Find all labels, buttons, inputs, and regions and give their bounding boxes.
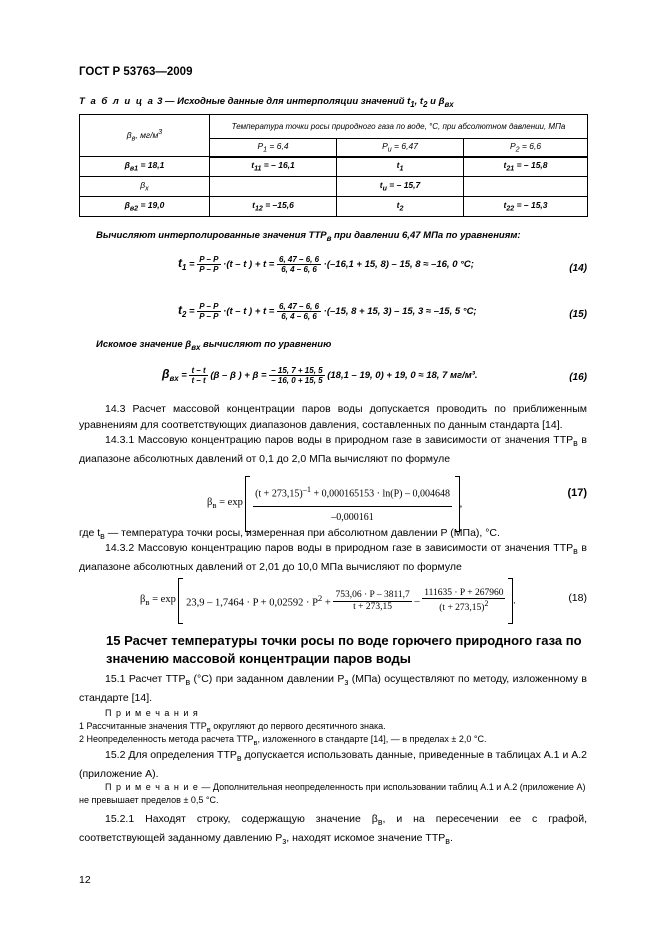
note-3: П р и м е ч а н и е — Дополнительная неопределенность при использовании таблиц А.1 и А.2 (приложение А) не превышает пределов ± 0,5 °С. — [79, 782, 586, 805]
table-cell — [210, 177, 337, 197]
paragraph-14-3: 14.3 Расчет массовой концентрации паров воды допускается проводить по приближенным уравнениям для соответствующих диапазонов давления, составленных по данным стандарта [14]. — [79, 403, 587, 431]
equation-18: $\beta_в = \exp 23,9 - 1,7464 \cdot P + 0,02592 \cdot P^2$ + $\frac{753,06 \cdot P - 3811,7}{t + 273,15}$ – $\frac{111635 \cdot P + 267960}{(t + 273,15)^2}$ . — [140, 578, 516, 624]
note-2: 2 Неопределенность метода расчета $ТТР_в$, изложенного в стандарте [14], — в пределах ± 2,0 °С. — [79, 734, 487, 747]
table-header-span: Температура точки росы природного газа по воде, °С, при абсолютном давлении, МПа — [210, 115, 588, 139]
equation-14: $t_1$ = $\frac{P - P}{P - P}$ ·(t – t ) + t = $\frac{6, 47 - 6, 6}{6, 4 - 6, 6}$ ·(–16,1 + 15, 8) – 15, 8 ≈ –16, 0 °С; — [178, 255, 474, 275]
paragraph-14-3-1: 14.3.1 Массовую концентрацию паров воды в природном газе в зависимости от значения $ТТР_в$ в диапазоне абсолютных давлений от 0,1 до 2,0 МПа вычисляют по формуле — [79, 434, 587, 465]
document-header: ГОСТ Р 53763—2009 — [79, 66, 193, 78]
table-cell: $t_{22}$ = – 15,3 — [464, 197, 588, 217]
equation-number: (14) — [569, 263, 587, 274]
table-cell: $t_{11}$ = – 16,1 — [210, 157, 337, 177]
equation-number: (16) — [569, 372, 587, 383]
table-row — [80, 157, 588, 177]
section-heading: 15 Расчет температуры точки росы по воде горючего природного газа по значению массовой концентрации паров воды — [106, 633, 582, 666]
table-cell: $t_{12} = -15,6$ — [210, 197, 337, 217]
equation-number: (17) — [567, 487, 587, 499]
paragraph-15-1: 15.1 Расчет $ТТР_в$ (°С) при заданном давлении $P_з$ (МПа) осуществляют по методу, изложенному в стандарте [14]. — [79, 673, 588, 704]
paragraph-15-2: 15.2 Для определения $ТТР_в$ допускается использовать данные, приведенные в таблицах А.1 и А.2 (приложение А). — [79, 749, 588, 780]
table-cell: $\beta_х$ — [80, 177, 210, 197]
equation-number: (18) — [568, 592, 587, 604]
equation-15: $t_2$ = $\frac{P - P}{P - P}$ ·(t – t ) + t = $\frac{6, 47 - 6, 6}{6, 4 - 6, 6}$ ·(–15, 8 + 15, 3) – 15, 3 ≈ –15, 5 °С; — [178, 302, 477, 322]
where-t-definition: где $t_в$ — температура точки росы, измеренная при абсолютном давлении P (МПа), °С. — [79, 527, 500, 542]
table-cell: $t_2$ — [337, 197, 464, 217]
table-header-pu: $P_u = 6,47$ — [337, 139, 464, 157]
table-cell: $\beta_{в1} = 18,1$ — [80, 157, 210, 177]
beta-intro: Искомое значение $\beta_{вх}$ вычисляют по уравнению — [96, 339, 332, 352]
note-1: 1 Рассчитанные значения $ТТР_в$ округляют до первого десятичного знака. — [79, 721, 386, 734]
table-header-p2: $P_2 = 6,6$ — [464, 139, 588, 157]
table-row — [80, 197, 588, 217]
page-number: 12 — [79, 874, 91, 886]
table-cell: $t_{21}$ = – 15,8 — [464, 157, 588, 177]
table-caption: Т а б л и ц а 3 — Исходные данные для интерполяции значений $t_1$, $t_2$ и $\beta_{вх}$ — [79, 96, 454, 109]
equation-17: $\beta_в = \exp$ $\frac{(t + 273,15)^{-1} + 0,000165153 \cdot \ln(P) - 0,004648}{-0,000161}$ , — [207, 476, 462, 532]
data-table — [79, 114, 588, 217]
table-cell: $\beta_{в2} = 19,0$ — [80, 197, 210, 217]
table-row — [80, 177, 588, 197]
equation-number: (15) — [569, 309, 587, 320]
paragraph-15-2-1: 15.2.1 Находят строку, содержащую значение $\beta_в$, и на пересечении ее с графой, соответствующей заданному давлению $P_з$, находят искомое значение $ТТР_в$. — [79, 813, 587, 846]
equation-16: $\beta_{вх}$ = $\frac{t - t}{t - t}$ (β – β ) + β = $\frac{- 15, 7 + 15, 5}{- 16, 0 + 15, 5}$ (18,1 – 19, 0) + 19, 0 ≈ 18, 7 мг/м³. — [162, 366, 478, 386]
table-cell — [464, 177, 588, 197]
table-header-p1: $P_1 = 6,4$ — [210, 139, 337, 157]
table-cell: $t_1$ — [337, 157, 464, 177]
notes-title: П р и м е ч а н и я — [105, 708, 199, 718]
table-header-beta: $\beta_в$, $мг/м^3$ — [80, 115, 210, 157]
interp-intro: Вычисляют интерполированные значения $ТТР_в$ при давлении 6,47 МПа по уравнениям: — [96, 230, 521, 243]
paragraph-14-3-2: 14.3.2 Массовую концентрацию паров воды в природном газе в зависимости от значения $ТТР_в$ в диапазоне абсолютных давлений от 2,01 до 10,0 МПа вычисляют по формуле — [79, 542, 587, 573]
table-cell: $t_u$ = – 15,7 — [337, 177, 464, 197]
